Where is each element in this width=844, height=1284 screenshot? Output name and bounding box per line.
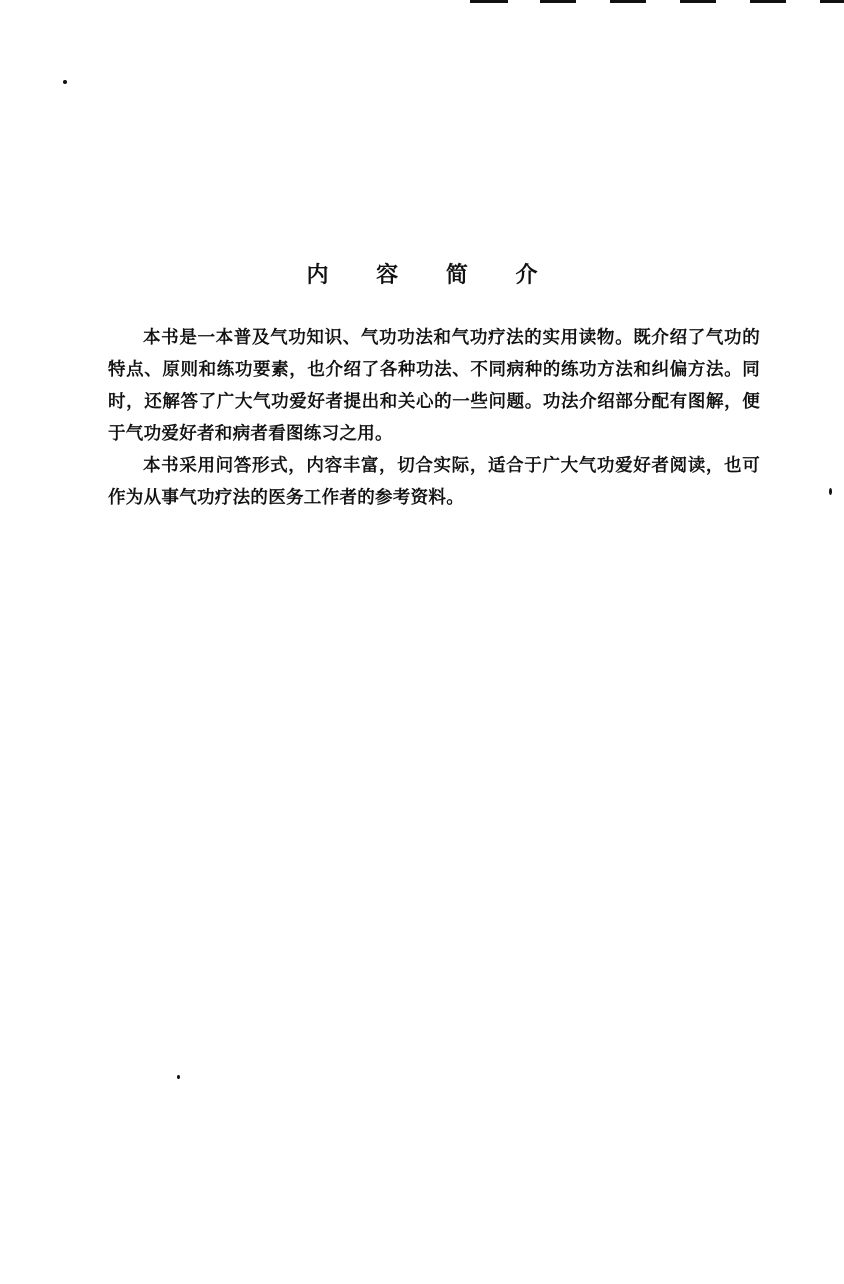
paragraph-intro: 本书是一本普及气功知识、气功功法和气功疗法的实用读物。既介绍了气功的特点、原则和练功要素，也介绍了各种功法、不同病种的练功方法和纠偏方法。同时，还解答了广大气功爱好者提出和关心的一些问题。功法介绍部分配有图解，便于气功爱好者和病者看图练习之用。: [108, 328, 760, 444]
top-edge-mark: [470, 0, 508, 3]
page-title: 内 容 简 介: [306, 262, 558, 288]
paragraph-format: 本书采用问答形式，内容丰富，切合实际，适合于广大气功爱好者阅读，也可作为从事气功疗法的医务工作者的参考资料。: [108, 456, 760, 508]
scan-speck: [177, 1075, 180, 1079]
top-edge-mark: [610, 0, 646, 3]
top-edge-mark: [540, 0, 576, 3]
top-edge-mark: [680, 0, 716, 3]
top-edge-mark: [820, 0, 844, 3]
top-edge-mark: [750, 0, 786, 3]
scan-speck: [63, 80, 67, 84]
scan-speck: [829, 488, 832, 495]
body-text: [108, 322, 760, 514]
